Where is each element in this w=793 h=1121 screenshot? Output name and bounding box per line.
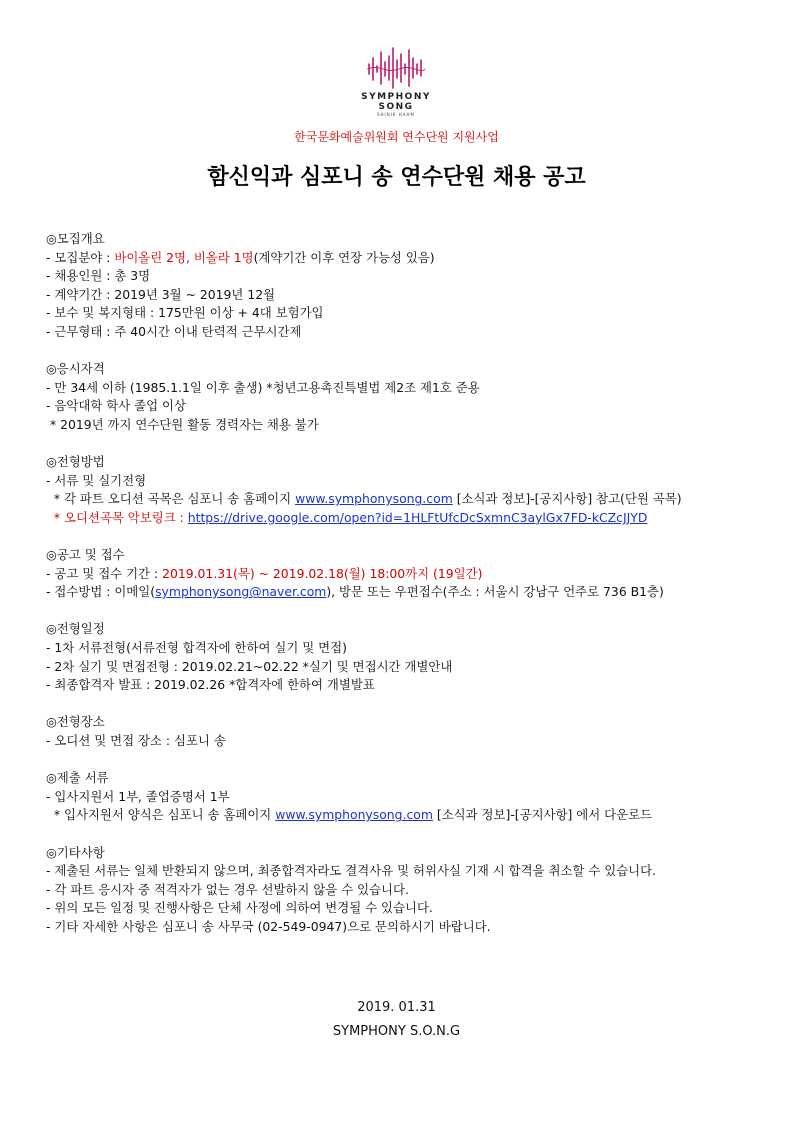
note-line: - 기타 자세한 사항은 심포니 송 사무국 (02-549-0947)으로 문의하시기 바랍니다.: [46, 918, 491, 934]
section-heading: ◎공고 및 접수: [46, 547, 125, 563]
section-recruitment-overview: [46, 230, 766, 342]
exclusion-note-line: * 2019년 까지 연수단원 활동 경력자는 채용 불가: [46, 416, 319, 432]
contract-period-line: - 계약기간 : 2019년 3월 ~ 2019년 12월: [46, 286, 276, 302]
final-announcement-line: - 최종합격자 발표 : 2019.02.26 *합격자에 한하여 개별발표: [46, 677, 375, 693]
homepage-link[interactable]: www.symphonysong.com: [295, 491, 453, 507]
compensation-line: - 보수 및 복지형태 : 175만원 이상 + 4대 보험가입: [46, 305, 324, 321]
section-heading: ◎전형장소: [46, 714, 105, 730]
score-link-line: [46, 509, 766, 528]
logo-name-line1: SYMPHONY: [361, 92, 431, 102]
line-prefix: - 모집분야 :: [46, 249, 115, 265]
note-line: - 각 파트 응시자 중 적격자가 없는 경우 선발하지 않을 수 있습니다.: [46, 881, 409, 897]
section-venue: [46, 713, 766, 750]
line-prefix: * 각 파트 오디션 곡목은 심포니 송 홈페이지: [46, 491, 296, 507]
sound-wave-icon: [365, 44, 427, 92]
application-period-line: [46, 565, 766, 584]
recruitment-field-line: [46, 249, 766, 268]
section-heading: ◎기타사항: [46, 844, 105, 860]
signature-block: [0, 996, 793, 1044]
signature-org: SYMPHONY S.O.N.G: [332, 1024, 461, 1039]
section-selection-method: [46, 453, 766, 527]
line-prefix: * 입사지원서 양식은 심포니 송 홈페이지: [46, 807, 276, 823]
line-prefix: - 접수방법 : 이메일(: [46, 584, 156, 600]
line-suffix: [소식과 정보]-[공지사항] 참고(단원 곡목): [452, 491, 682, 507]
venue-line: - 오디션 및 면접 장소 : 심포니 송: [46, 733, 226, 749]
homepage-link[interactable]: www.symphonysong.com: [275, 807, 433, 823]
line-suffix: ), 방문 또는 우편접수(주소 : 서울시 강남구 언주로 736 B1층): [326, 584, 664, 600]
line-prefix: - 공고 및 접수 기간 :: [46, 565, 163, 581]
signature-date: 2019. 01.31: [357, 1000, 436, 1015]
logo-subtitle: SHINIK HAHM: [377, 112, 415, 117]
section-eligibility: [46, 360, 766, 434]
section-schedule: [46, 620, 766, 694]
second-round-line: - 2차 실기 및 면접전형 : 2019.02.21~02.22 *실기 및 면접시간 개별안내: [46, 658, 453, 674]
section-heading: ◎전형방법: [46, 454, 105, 470]
section-heading: ◎전형일정: [46, 621, 105, 637]
score-drive-link[interactable]: https://drive.google.com/open?id=1HLFtUfcDcSxmnC3aylGx7FD-kCZcJJYD: [187, 509, 648, 525]
education-requirement-line: - 음악대학 학사 졸업 이상: [46, 398, 186, 414]
email-link[interactable]: symphonysong@naver.com: [155, 584, 327, 600]
required-documents-line: - 입사지원서 1부, 졸업증명서 1부: [46, 788, 230, 804]
line-suffix: [소식과 정보]-[공지사항] 에서 다운로드: [432, 807, 653, 823]
score-link-label: * 오디션곡목 악보링크 :: [46, 509, 188, 525]
logo-name-line2: SONG: [378, 102, 414, 112]
headcount-line: - 채용인원 : 총 3명: [46, 268, 151, 284]
selection-method-line: - 서류 및 실기전형: [46, 472, 147, 488]
notice-body: [46, 230, 766, 955]
application-form-line: [46, 806, 766, 825]
page-title: 함신익과 심포니 송 연수단원 채용 공고: [207, 165, 586, 190]
section-announcement-application: [46, 546, 766, 602]
audition-repertoire-line: [46, 490, 766, 509]
age-requirement-line: - 만 34세 이하 (1985.1.1일 이후 출생) *청년고용촉진특별법 제2조 제1호 준용: [46, 379, 480, 395]
section-documents: [46, 769, 766, 825]
section-heading: ◎모집개요: [46, 231, 105, 246]
recruitment-field-highlight: 바이올린 2명, 비올라 1명: [114, 249, 254, 265]
note-line: - 제출된 서류는 일체 반환되지 않으며, 최종합격자라도 결격사유 및 허위사실 기재 시 합격을 취소할 수 있습니다.: [46, 863, 657, 879]
section-other-notes: [46, 844, 766, 937]
note-line: - 위의 모든 일정 및 진행사항은 단체 사정에 의하여 변경될 수 있습니다.: [46, 900, 433, 916]
logo: [348, 44, 444, 124]
section-heading: ◎제출 서류: [46, 770, 109, 786]
work-type-line: - 근무형태 : 주 40시간 이내 탄력적 근무시간제: [46, 323, 302, 339]
application-method-line: [46, 583, 766, 602]
section-heading: ◎응시자격: [46, 361, 105, 377]
support-line: 한국문화예술위원회 연수단원 지원사업: [294, 130, 499, 144]
application-period-highlight: 2019.01.31(목) ~ 2019.02.18(월) 18:00까지 (19일간): [162, 565, 483, 581]
line-suffix: (계약기간 이후 연장 가능성 있음): [253, 249, 435, 265]
first-round-line: - 1차 서류전형(서류전형 합격자에 한하여 실기 및 면접): [46, 640, 347, 656]
